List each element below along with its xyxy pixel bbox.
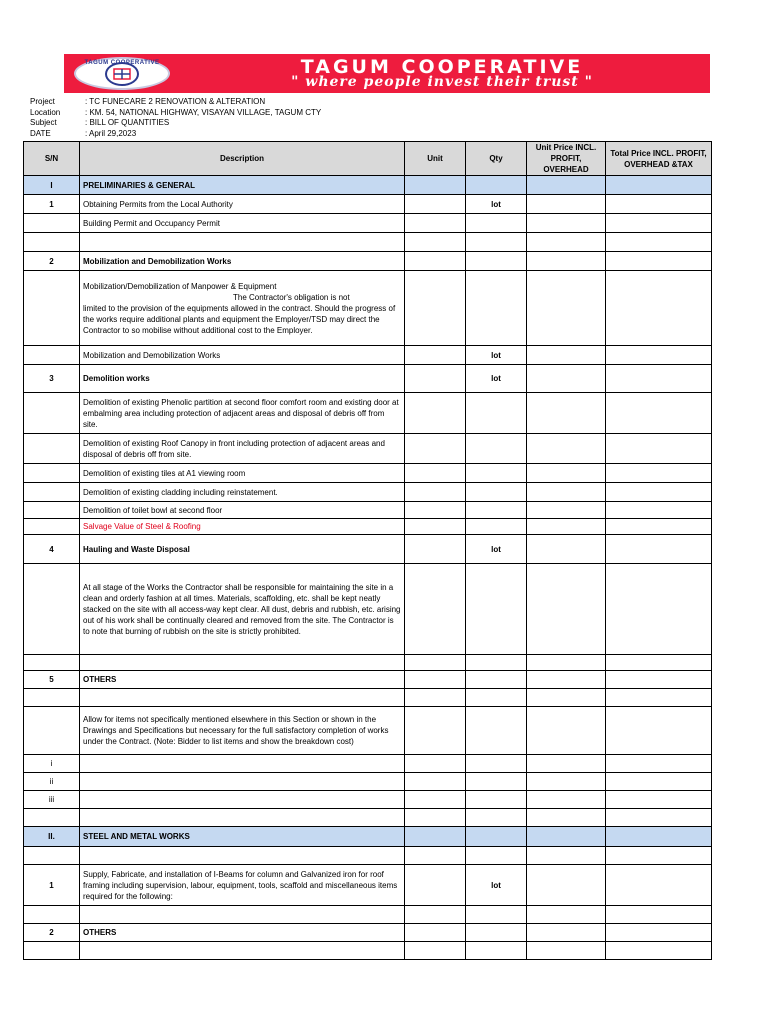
empty-cell	[527, 346, 606, 365]
empty-cell	[466, 847, 527, 865]
empty-cell	[466, 773, 527, 791]
table-row	[24, 214, 712, 233]
info-key: Subject	[30, 118, 57, 127]
description-cell: Supply, Fabricate, and installation of I-Beams for column and Galvanized iron for roof framing including supervision, labour, equipment, tools, scaffold and miscellaneous items required for the following:	[80, 865, 405, 906]
qty-cell: lot	[466, 865, 527, 906]
empty-cell	[466, 252, 527, 271]
empty-cell	[606, 655, 712, 671]
empty-cell	[606, 271, 712, 346]
empty-cell	[527, 707, 606, 755]
item-title: Mobilization and Demobilization Works	[80, 252, 405, 271]
empty-cell	[606, 791, 712, 809]
empty-cell	[405, 671, 466, 689]
empty-cell	[24, 233, 80, 252]
info-row-project	[30, 97, 321, 108]
empty-cell	[24, 434, 80, 464]
item-title: Hauling and Waste Disposal	[80, 535, 405, 564]
section-title: PRELIMINARIES & GENERAL	[80, 176, 405, 195]
table-row	[24, 252, 712, 271]
empty-cell	[466, 271, 527, 346]
sn-cell: ii	[24, 773, 80, 791]
table-row	[24, 346, 712, 365]
item-title: OTHERS	[80, 924, 405, 942]
empty-cell	[405, 483, 466, 502]
empty-cell	[80, 755, 405, 773]
empty-cell	[466, 502, 527, 519]
column-header-total-price: Total Price INCL. PROFIT, OVERHEAD &TAX	[606, 142, 712, 176]
header-banner	[64, 54, 710, 93]
empty-cell	[80, 689, 405, 707]
empty-cell	[606, 434, 712, 464]
empty-cell	[466, 809, 527, 827]
description-cell: Allow for items not specifically mentioned elsewhere in this Section or shown in the Drawings and Specifications but necessary for the full satisfactory completion of works under the Contract. (Note: Bidder to list items and show the breakdown cost)	[80, 707, 405, 755]
empty-cell	[24, 464, 80, 483]
table-row	[24, 924, 712, 942]
info-value: : KM. 54, NATIONAL HIGHWAY, VISAYAN VILLAGE, TAGUM CTY	[85, 107, 322, 117]
description-cell: Demolition of existing cladding including reinstatement.	[80, 483, 405, 502]
empty-cell	[527, 535, 606, 564]
empty-cell	[466, 393, 527, 434]
empty-cell	[606, 393, 712, 434]
empty-cell	[466, 564, 527, 655]
info-row-location	[30, 108, 321, 119]
description-cell: Mobilization and Demobilization Works	[80, 346, 405, 365]
info-row-date	[30, 129, 321, 140]
empty-cell	[24, 564, 80, 655]
column-header-sn: S/N	[24, 142, 80, 176]
table-row	[24, 464, 712, 483]
empty-cell	[606, 847, 712, 865]
empty-cell	[80, 847, 405, 865]
sn-cell: I	[24, 176, 80, 195]
section-title: STEEL AND METAL WORKS	[80, 827, 405, 847]
empty-cell	[527, 655, 606, 671]
empty-cell	[606, 464, 712, 483]
empty-cell	[527, 519, 606, 535]
empty-cell	[405, 942, 466, 960]
empty-cell	[527, 271, 606, 346]
description-cell	[80, 271, 405, 346]
empty-cell	[606, 564, 712, 655]
empty-cell	[466, 924, 527, 942]
table-row	[24, 393, 712, 434]
table-row	[24, 365, 712, 393]
empty-cell	[405, 655, 466, 671]
empty-cell	[527, 464, 606, 483]
empty-cell	[606, 252, 712, 271]
empty-cell	[80, 655, 405, 671]
empty-cell	[24, 655, 80, 671]
empty-cell	[24, 519, 80, 535]
qty-cell: lot	[466, 535, 527, 564]
sn-cell: 1	[24, 865, 80, 906]
table-row	[24, 502, 712, 519]
empty-cell	[405, 809, 466, 827]
empty-cell	[606, 865, 712, 906]
empty-cell	[527, 689, 606, 707]
table-row	[24, 809, 712, 827]
empty-cell	[527, 847, 606, 865]
sn-cell: 2	[24, 252, 80, 271]
empty-cell	[405, 564, 466, 655]
sn-cell: 3	[24, 365, 80, 393]
qty-cell: lot	[466, 346, 527, 365]
table-row	[24, 519, 712, 535]
table-row	[24, 655, 712, 671]
empty-cell	[466, 755, 527, 773]
empty-cell	[606, 707, 712, 755]
empty-cell	[527, 809, 606, 827]
empty-cell	[24, 393, 80, 434]
empty-cell	[527, 827, 606, 847]
empty-cell	[466, 655, 527, 671]
empty-cell	[80, 942, 405, 960]
brand-tagline: " where people invest their trust "	[291, 74, 593, 90]
empty-cell	[606, 942, 712, 960]
empty-cell	[405, 755, 466, 773]
empty-cell	[606, 689, 712, 707]
empty-cell	[606, 346, 712, 365]
empty-cell	[466, 906, 527, 924]
empty-cell	[527, 393, 606, 434]
info-value: : April 29,2023	[85, 128, 137, 138]
table-row	[24, 271, 712, 346]
table-row	[24, 847, 712, 865]
empty-cell	[466, 233, 527, 252]
empty-cell	[527, 233, 606, 252]
table-header-row	[24, 142, 712, 176]
bill-of-quantities-table	[23, 141, 712, 960]
brand-title: TAGUM COOPERATIVE	[300, 56, 584, 78]
table-row	[24, 483, 712, 502]
empty-cell	[466, 483, 527, 502]
qty-cell: lot	[466, 365, 527, 393]
empty-cell	[405, 464, 466, 483]
description-cell: At all stage of the Works the Contractor shall be responsible for maintaining the site in a clean and orderly fashion at all times. Materials, scaffolding, etc. shall be kept neatly stacked on the site with all access-way kept clear. All dust, debris and rubbish, etc. arising out of his work shall be continually cleared and removed from the site. The Contractor is to note that burning of rubbish on the site is strictly prohibited.	[80, 564, 405, 655]
description-cell: Demolition of toilet bowl at second floor	[80, 502, 405, 519]
empty-cell	[527, 906, 606, 924]
empty-cell	[24, 707, 80, 755]
table-row	[24, 233, 712, 252]
description-cell: Demolition of existing Roof Canopy in front including protection of adjacent areas and disposal of debris off from site.	[80, 434, 405, 464]
empty-cell	[606, 535, 712, 564]
empty-cell	[606, 755, 712, 773]
empty-cell	[606, 519, 712, 535]
sn-cell: II.	[24, 827, 80, 847]
table-row	[24, 434, 712, 464]
info-row-subject	[30, 118, 321, 129]
empty-cell	[405, 827, 466, 847]
logo-text: TAGUM COOPERATIVE	[84, 60, 160, 66]
column-header-unit-price: Unit Price INCL. PROFIT, OVERHEAD	[527, 142, 606, 176]
empty-cell	[405, 434, 466, 464]
sn-cell: iii	[24, 791, 80, 809]
table-row	[24, 671, 712, 689]
description-cell: Demolition of existing Phenolic partition at second floor comfort room and existing door at embalming area including protection of adjacent areas and disposal of debris off from site.	[80, 393, 405, 434]
description-cell: Obtaining Permits from the Local Authority	[80, 195, 405, 214]
salvage-value-text: Salvage Value of Steel & Roofing	[80, 519, 405, 535]
empty-cell	[466, 827, 527, 847]
empty-cell	[466, 434, 527, 464]
empty-cell	[466, 791, 527, 809]
sn-cell: i	[24, 755, 80, 773]
empty-cell	[405, 346, 466, 365]
empty-cell	[527, 942, 606, 960]
empty-cell	[405, 365, 466, 393]
table-row	[24, 865, 712, 906]
empty-cell	[24, 809, 80, 827]
cooperative-logo	[74, 57, 170, 90]
empty-cell	[405, 689, 466, 707]
table-row	[24, 773, 712, 791]
column-header-qty: Qty	[466, 142, 527, 176]
empty-cell	[606, 502, 712, 519]
empty-cell	[466, 689, 527, 707]
description-line: The Contractor's obligation is not	[233, 292, 350, 302]
empty-cell	[24, 502, 80, 519]
info-key: DATE	[30, 128, 51, 138]
column-header-unit: Unit	[405, 142, 466, 176]
empty-cell	[606, 483, 712, 502]
empty-cell	[527, 755, 606, 773]
empty-cell	[606, 906, 712, 924]
empty-cell	[527, 671, 606, 689]
empty-cell	[405, 271, 466, 346]
empty-cell	[405, 773, 466, 791]
empty-cell	[405, 393, 466, 434]
description-cell: Demolition of existing tiles at A1 viewing room	[80, 464, 405, 483]
empty-cell	[606, 671, 712, 689]
description-line: Mobilization/Demobilization of Manpower & Equipment	[83, 281, 277, 291]
table-row	[24, 755, 712, 773]
item-title: Demolition works	[80, 365, 405, 393]
sn-cell: 2	[24, 924, 80, 942]
info-value: : TC FUNECARE 2 RENOVATION & ALTERATION	[85, 97, 266, 106]
sn-cell: 4	[24, 535, 80, 564]
empty-cell	[24, 847, 80, 865]
item-title: OTHERS	[80, 671, 405, 689]
sn-cell: 1	[24, 195, 80, 214]
empty-cell	[466, 519, 527, 535]
table-row	[24, 535, 712, 564]
empty-cell	[527, 865, 606, 906]
empty-cell	[527, 924, 606, 942]
qty-cell: lot	[466, 195, 527, 214]
empty-cell	[405, 233, 466, 252]
section-row	[24, 176, 712, 195]
empty-cell	[527, 483, 606, 502]
empty-cell	[405, 707, 466, 755]
empty-cell	[80, 791, 405, 809]
table-row	[24, 564, 712, 655]
empty-cell	[80, 809, 405, 827]
empty-cell	[527, 252, 606, 271]
empty-cell	[24, 942, 80, 960]
empty-cell	[466, 707, 527, 755]
empty-cell	[606, 365, 712, 393]
empty-cell	[24, 689, 80, 707]
empty-cell	[466, 464, 527, 483]
table-row	[24, 195, 712, 214]
sn-cell: 5	[24, 671, 80, 689]
project-info	[30, 97, 321, 139]
empty-cell	[606, 827, 712, 847]
description-cell: Building Permit and Occupancy Permit	[80, 214, 405, 233]
info-value: : BILL OF QUANTITIES	[85, 118, 170, 127]
section-row	[24, 827, 712, 847]
empty-cell	[606, 773, 712, 791]
empty-cell	[24, 346, 80, 365]
description-line: limited to the provision of the equipments allowed in the contract. Should the progress of the works require additional plants and equipment the Employer/TSD may direct the Contractor to so mobilise without additional cost to the Employer.	[83, 303, 396, 335]
table-row	[24, 906, 712, 924]
empty-cell	[466, 671, 527, 689]
empty-cell	[24, 271, 80, 346]
empty-cell	[466, 942, 527, 960]
empty-cell	[405, 906, 466, 924]
empty-cell	[527, 434, 606, 464]
info-key: Project	[30, 97, 55, 106]
empty-cell	[606, 809, 712, 827]
table-row	[24, 942, 712, 960]
empty-cell	[527, 773, 606, 791]
empty-cell	[405, 924, 466, 942]
empty-cell	[527, 365, 606, 393]
empty-cell	[606, 233, 712, 252]
empty-cell	[405, 502, 466, 519]
table-row	[24, 791, 712, 809]
empty-cell	[405, 865, 466, 906]
table-row	[24, 689, 712, 707]
empty-cell	[606, 924, 712, 942]
empty-cell	[24, 483, 80, 502]
empty-cell	[527, 502, 606, 519]
empty-cell	[527, 791, 606, 809]
table-row	[24, 707, 712, 755]
empty-cell	[405, 791, 466, 809]
empty-cell	[80, 906, 405, 924]
empty-cell	[405, 847, 466, 865]
empty-cell	[24, 906, 80, 924]
info-key: Location	[30, 107, 61, 117]
empty-cell	[80, 233, 405, 252]
empty-cell	[527, 564, 606, 655]
column-header-description: Description	[80, 142, 405, 176]
empty-cell	[405, 252, 466, 271]
empty-cell	[80, 773, 405, 791]
empty-cell	[405, 519, 466, 535]
empty-cell	[405, 535, 466, 564]
